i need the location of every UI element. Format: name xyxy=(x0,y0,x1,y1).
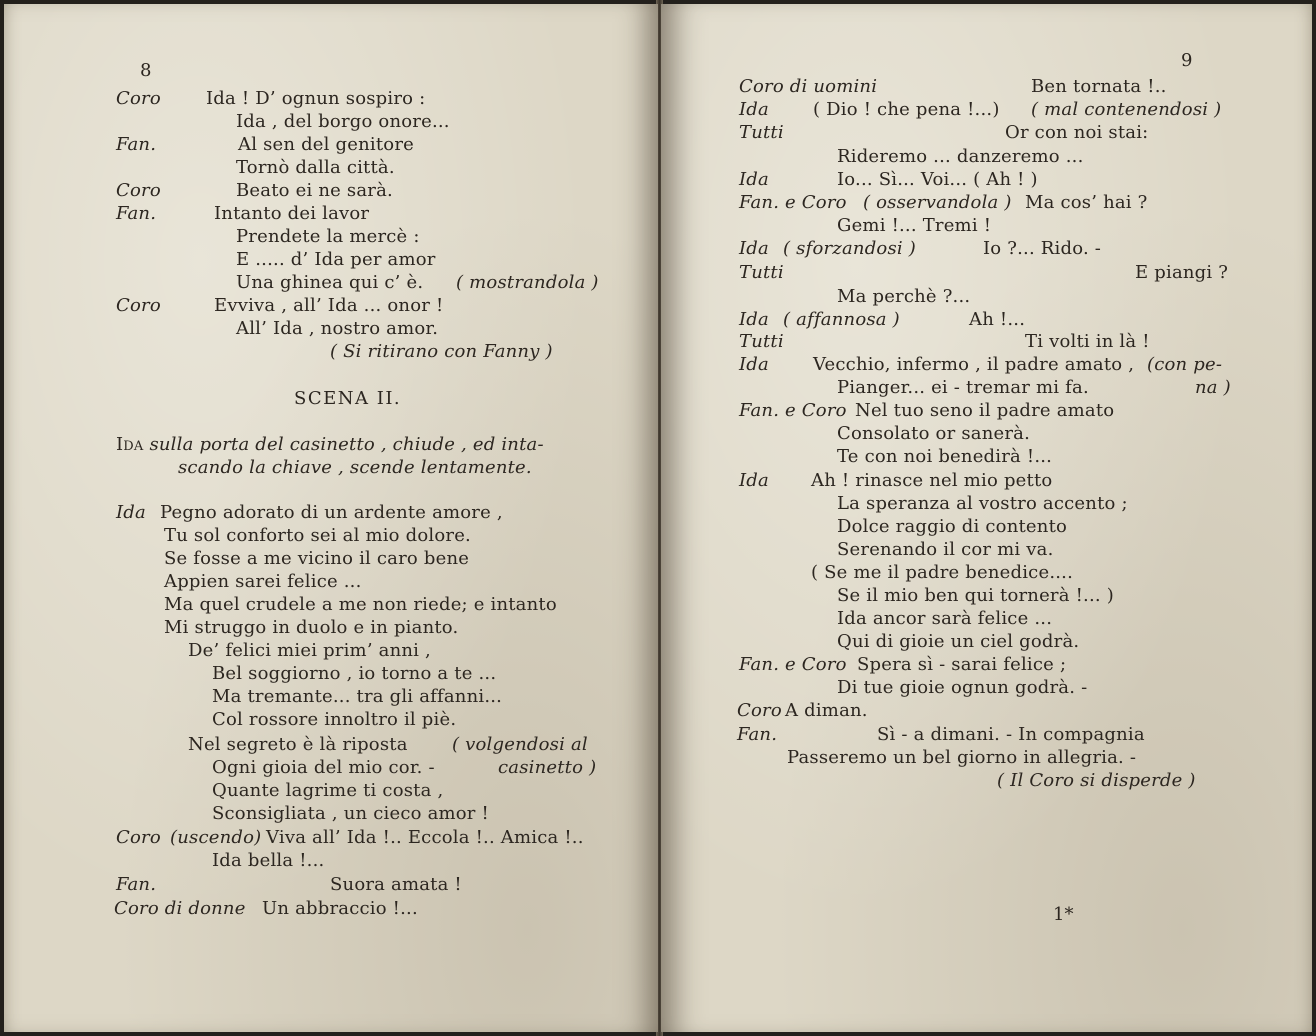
speaker-label: Coro xyxy=(116,827,161,848)
verse-text: De’ felici miei prim’ anni , xyxy=(188,640,431,661)
verse-text: Qui di gioie un ciel godrà. xyxy=(837,631,1080,652)
speaker-label: Ida xyxy=(739,470,769,491)
verse-text: Col rossore innoltro il piè. xyxy=(212,709,457,730)
stage-direction: ( Il Coro si disperde ) xyxy=(997,770,1196,791)
verse-text: E ..... d’ Ida per amor xyxy=(236,249,436,270)
speaker-label: Coro xyxy=(116,180,161,201)
verse-text: Ogni gioia del mio cor. - xyxy=(212,757,435,778)
stage-direction: ( affannosa ) xyxy=(783,309,900,330)
speaker-label: Coro xyxy=(116,88,161,109)
speaker-label: Ida xyxy=(739,169,769,190)
verse-text: Un abbraccio !... xyxy=(262,898,418,919)
speaker-label: Coro di donne xyxy=(114,898,246,919)
left-page xyxy=(4,4,658,1032)
stage-direction-line xyxy=(116,434,544,456)
verse-text: Ah ! rinasce nel mio petto xyxy=(811,470,1053,491)
verse-text: Pegno adorato di un ardente amore , xyxy=(160,502,503,523)
verse-text: Mi struggo in duolo e in pianto. xyxy=(164,617,459,638)
verse-text: Evviva , all’ Ida ... onor ! xyxy=(214,295,444,316)
verse-text: Ah !... xyxy=(969,309,1026,330)
speaker-label: Fan. xyxy=(737,724,778,745)
verse-text: La speranza al vostro accento ; xyxy=(837,493,1128,514)
verse-text: Io ?... Rido. - xyxy=(983,238,1102,259)
verse-text: Gemi !... Tremi ! xyxy=(837,215,992,236)
stage-direction: scando la chiave , scende lentamente. xyxy=(178,457,532,478)
stage-direction: ( Si ritirano con Fanny ) xyxy=(330,341,553,362)
stage-direction: sulla porta del casinetto , chiude , ed inta- xyxy=(149,434,544,455)
stage-direction: casinetto ) xyxy=(498,757,597,778)
page-number: 9 xyxy=(1181,50,1193,71)
verse-text: Se fosse a me vicino il caro bene xyxy=(164,548,470,569)
verse-text: All’ Ida , nostro amor. xyxy=(236,318,439,339)
speaker-label: Ida xyxy=(739,99,769,120)
verse-text: A diman. xyxy=(785,700,868,721)
stage-direction: ( volgendosi al xyxy=(452,734,588,755)
stage-direction: (uscendo) xyxy=(170,827,262,848)
verse-text: Ida ancor sarà felice ... xyxy=(837,608,1053,629)
verse-text: Appien sarei felice ... xyxy=(164,571,362,592)
speaker-label: Tutti xyxy=(739,122,784,143)
verse-text: Dolce raggio di contento xyxy=(837,516,1068,537)
verse-text: Ma cos’ hai ? xyxy=(1025,192,1148,213)
stage-direction: (con pe- xyxy=(1147,354,1223,375)
verse-text: ( Dio ! che pena !...) xyxy=(813,99,1000,120)
verse-text: E piangi ? xyxy=(1135,262,1229,283)
speaker-label: Coro xyxy=(737,700,782,721)
verse-text: Sì - a dimani. - In compagnia xyxy=(877,724,1145,745)
verse-text: Quante lagrime ti costa , xyxy=(212,780,444,801)
verse-text: Una ghinea qui c’ è. xyxy=(236,272,424,293)
verse-text: Ben tornata !.. xyxy=(1031,76,1167,97)
verse-text: Suora amata ! xyxy=(330,874,462,895)
verse-text: Ida bella !... xyxy=(212,850,325,871)
verse-text: Nel tuo seno il padre amato xyxy=(855,400,1115,421)
verse-text: Tu sol conforto sei al mio dolore. xyxy=(164,525,471,546)
speaker-label: Fan. e Coro xyxy=(739,654,847,675)
verse-text: Bel soggiorno , io torno a te ... xyxy=(212,663,497,684)
stage-direction: na ) xyxy=(1195,377,1231,398)
stage-direction: ( mal contenendosi ) xyxy=(1031,99,1222,120)
signature-mark: 1* xyxy=(1053,904,1074,925)
verse-text: Vecchio, infermo , il padre amato , xyxy=(813,354,1135,375)
stage-direction-line xyxy=(178,457,532,479)
speaker-label: Fan. xyxy=(116,203,157,224)
speaker-label: Ida xyxy=(739,309,769,330)
character-name: Ida xyxy=(116,434,144,455)
speaker-label: Fan. e Coro xyxy=(739,192,847,213)
verse-text: Di tue gioie ognun godrà. - xyxy=(837,677,1088,698)
verse-text: Intanto dei lavor xyxy=(214,203,370,224)
speaker-label: Fan. e Coro xyxy=(739,400,847,421)
verse-text: Ma perchè ?... xyxy=(837,286,971,307)
verse-text: Or con noi stai: xyxy=(1005,122,1149,143)
verse-text: Serenando il cor mi va. xyxy=(837,539,1054,560)
verse-text: ( Se me il padre benedice.... xyxy=(811,562,1074,583)
speaker-label: Fan. xyxy=(116,874,157,895)
verse-text: Tornò dalla città. xyxy=(236,157,395,178)
speaker-label: Ida xyxy=(116,502,146,523)
verse-text: Viva all’ Ida !.. Eccola !.. Amica !.. xyxy=(266,827,584,848)
verse-text: Rideremo ... danzeremo ... xyxy=(837,146,1084,167)
speaker-label: Fan. xyxy=(116,134,157,155)
verse-text: Al sen del genitore xyxy=(238,134,414,155)
stage-direction: ( sforzandosi ) xyxy=(783,238,916,259)
verse-text: Se il mio ben qui tornerà !... ) xyxy=(837,585,1114,606)
verse-text: Ma tremante... tra gli affanni... xyxy=(212,686,503,707)
speaker-label: Ida xyxy=(739,238,769,259)
verse-text: Prendete la mercè : xyxy=(236,226,420,247)
verse-text: Consolato or sanerà. xyxy=(837,423,1030,444)
stage-direction: ( osservandola ) xyxy=(863,192,1012,213)
verse-text: Spera sì - sarai felice ; xyxy=(857,654,1067,675)
verse-text: Ti volti in là ! xyxy=(1025,331,1150,352)
speaker-label: Coro di uomini xyxy=(739,76,878,97)
verse-text: Passeremo un bel giorno in allegria. - xyxy=(787,747,1137,768)
stage-direction: ( mostrandola ) xyxy=(456,272,599,293)
verse-text: Sconsigliata , un cieco amor ! xyxy=(212,803,489,824)
speaker-label: Coro xyxy=(116,295,161,316)
verse-text: Io... Sì... Voi... ( Ah ! ) xyxy=(837,169,1038,190)
verse-text: Ma quel crudele a me non riede; e intanto xyxy=(164,594,557,615)
verse-text: Ida ! D’ ognun sospiro : xyxy=(206,88,426,109)
verse-text: Ida , del borgo onore... xyxy=(236,111,450,132)
verse-text: Beato ei ne sarà. xyxy=(236,180,393,201)
verse-text: Te con noi benedirà !... xyxy=(837,446,1053,467)
page-number: 8 xyxy=(140,60,152,81)
right-page xyxy=(661,4,1312,1032)
verse-text: Pianger... ei - tremar mi fa. xyxy=(837,377,1089,398)
verse-text: Nel segreto è là riposta xyxy=(188,734,408,755)
speaker-label: Tutti xyxy=(739,262,784,283)
speaker-label: Ida xyxy=(739,354,769,375)
scene-heading: SCENA II. xyxy=(294,388,402,409)
speaker-label: Tutti xyxy=(739,331,784,352)
